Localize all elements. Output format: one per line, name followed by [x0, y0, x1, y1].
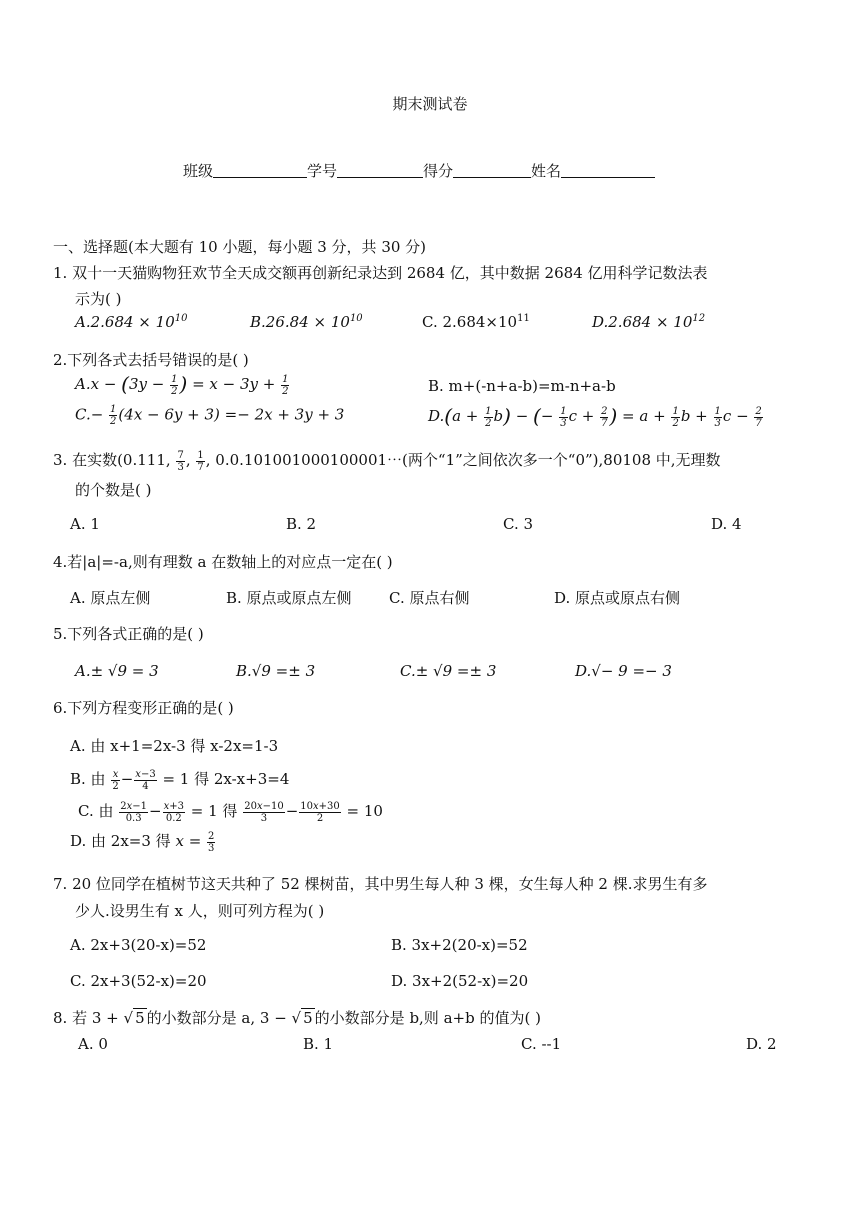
q2-option-c: C.− $\frac{1}{2}$ (4x − 6y + 3) =− 2x + 3y + 3	[75, 404, 345, 427]
q6-option-b: B. 由 $\frac{x}{2}$ − $\frac{x-3}{4}$ = 1 得 2x-x+3=4	[70, 768, 290, 792]
q2-option-d: D.(a + $\frac{1}{2}$ b) − (− $\frac{1}{3}$ c + $\frac{2}{7}$ ) = a + $\frac{1}{2}$ b + $\frac{1}{3}$ c − $\frac{2}{7}$	[428, 404, 762, 429]
q2-option-a: A.x − (3y − $\frac{1}{2}$ ) = x − 3y + $\frac{1}{2}$	[75, 372, 289, 397]
q3-stem-line2: 的个数是( )	[75, 481, 152, 499]
class-blank	[213, 163, 307, 178]
q5-option-a: A.± √9 = 3	[75, 662, 159, 680]
name-blank	[561, 163, 655, 178]
q3-stem-line1: 3. 在实数(0.111, $\frac{7}{3}$ , $\frac{1}{7}$ , 0.0.101001000100001⋯(两个“1”之间依次多一个“0”),80108 中,无理数	[53, 449, 721, 473]
q7-option-c: C. 2x+3(52-x)=20	[70, 972, 207, 990]
q3-option-d: D. 4	[711, 515, 742, 533]
q4-option-d: D. 原点或原点右侧	[554, 589, 681, 607]
q5-option-c: C.± √9 =± 3	[400, 662, 497, 680]
q1-stem-line2: 示为( )	[75, 290, 122, 308]
q1-stem-line1: 1. 双十一天猫购物狂欢节全天成交额再创新纪录达到 2684 亿，其中数据 2684 亿用科学记数法表	[53, 264, 708, 282]
q7-stem-line1: 7. 20 位同学在植树节这天共种了 52 棵树苗，其中男生每人种 3 棵，女生每人种 2 棵.求男生有多	[53, 875, 708, 893]
q2-stem: 2.下列各式去括号错误的是( )	[53, 351, 249, 369]
q8-option-a: A. 0	[78, 1035, 108, 1053]
student-info-line	[183, 160, 655, 181]
q5-option-b: B.√9 =± 3	[236, 662, 316, 680]
class-label: 班级	[183, 162, 214, 180]
number-label: 学号	[307, 162, 338, 180]
q7-option-d: D. 3x+2(52-x)=20	[391, 972, 529, 990]
q1-option-a: $A.2.684 \times 10^{10}$	[75, 313, 188, 331]
q8-option-d: D. 2	[746, 1035, 777, 1053]
q6-option-a: A. 由 x+1=2x-3 得 x-2x=1-3	[70, 737, 279, 755]
q3-option-a: A. 1	[70, 515, 100, 533]
q4-option-b: B. 原点或原点左侧	[226, 589, 352, 607]
q1-option-c: C. $2.684\times 10^{11}$	[422, 313, 530, 331]
section-heading: 一、选择题(本大题有 10 小题，每小题 3 分，共 30 分)	[53, 238, 427, 256]
q3-option-c: C. 3	[503, 515, 534, 533]
q5-stem: 5.下列各式正确的是( )	[53, 625, 204, 643]
q7-option-b: B. 3x+2(20-x)=52	[391, 936, 528, 954]
name-label: 姓名	[531, 162, 562, 180]
number-blank	[337, 163, 423, 178]
q6-option-c: C. 由 $\frac{2x-1}{0.3}$ − $\frac{x+3}{0.2}$ = 1 得 $\frac{20x-10}{3}$ − $\frac{10x+30}{2}$ = 10	[78, 800, 383, 824]
q2-option-b: B. m+(-n+a-b)=m-n+a-b	[428, 377, 616, 395]
q5-option-d: D.√− 9 =− 3	[575, 662, 672, 680]
q6-stem: 6.下列方程变形正确的是( )	[53, 699, 234, 717]
score-blank	[453, 163, 531, 178]
q4-stem: 4.若|a|=-a,则有理数 a 在数轴上的对应点一定在( )	[53, 553, 393, 571]
q1-option-b: $B.26.84 \times 10^{10}$	[250, 313, 363, 331]
q7-stem-line2: 少人.设男生有 x 人，则可列方程为( )	[75, 902, 325, 920]
q1-option-d: $D.2.684 \times 10^{12}$	[592, 313, 706, 331]
q8-option-c: C. --1	[521, 1035, 562, 1053]
q6-option-d: D. 由 2x=3 得 x = $\frac{2}{3}$	[70, 830, 215, 854]
q3-option-b: B. 2	[286, 515, 317, 533]
q8-option-b: B. 1	[303, 1035, 334, 1053]
score-label: 得分	[423, 162, 454, 180]
q4-option-c: C. 原点右侧	[389, 589, 470, 607]
q8-stem: 8. 若 3 + √ 5 的小数部分是 a, 3 − √ 5 的小数部分是 b,则 a+b 的值为( )	[53, 1009, 541, 1027]
q7-option-a: A. 2x+3(20-x)=52	[70, 936, 207, 954]
page-title: 期末测试卷	[392, 95, 468, 113]
q4-option-a: A. 原点左侧	[70, 589, 151, 607]
